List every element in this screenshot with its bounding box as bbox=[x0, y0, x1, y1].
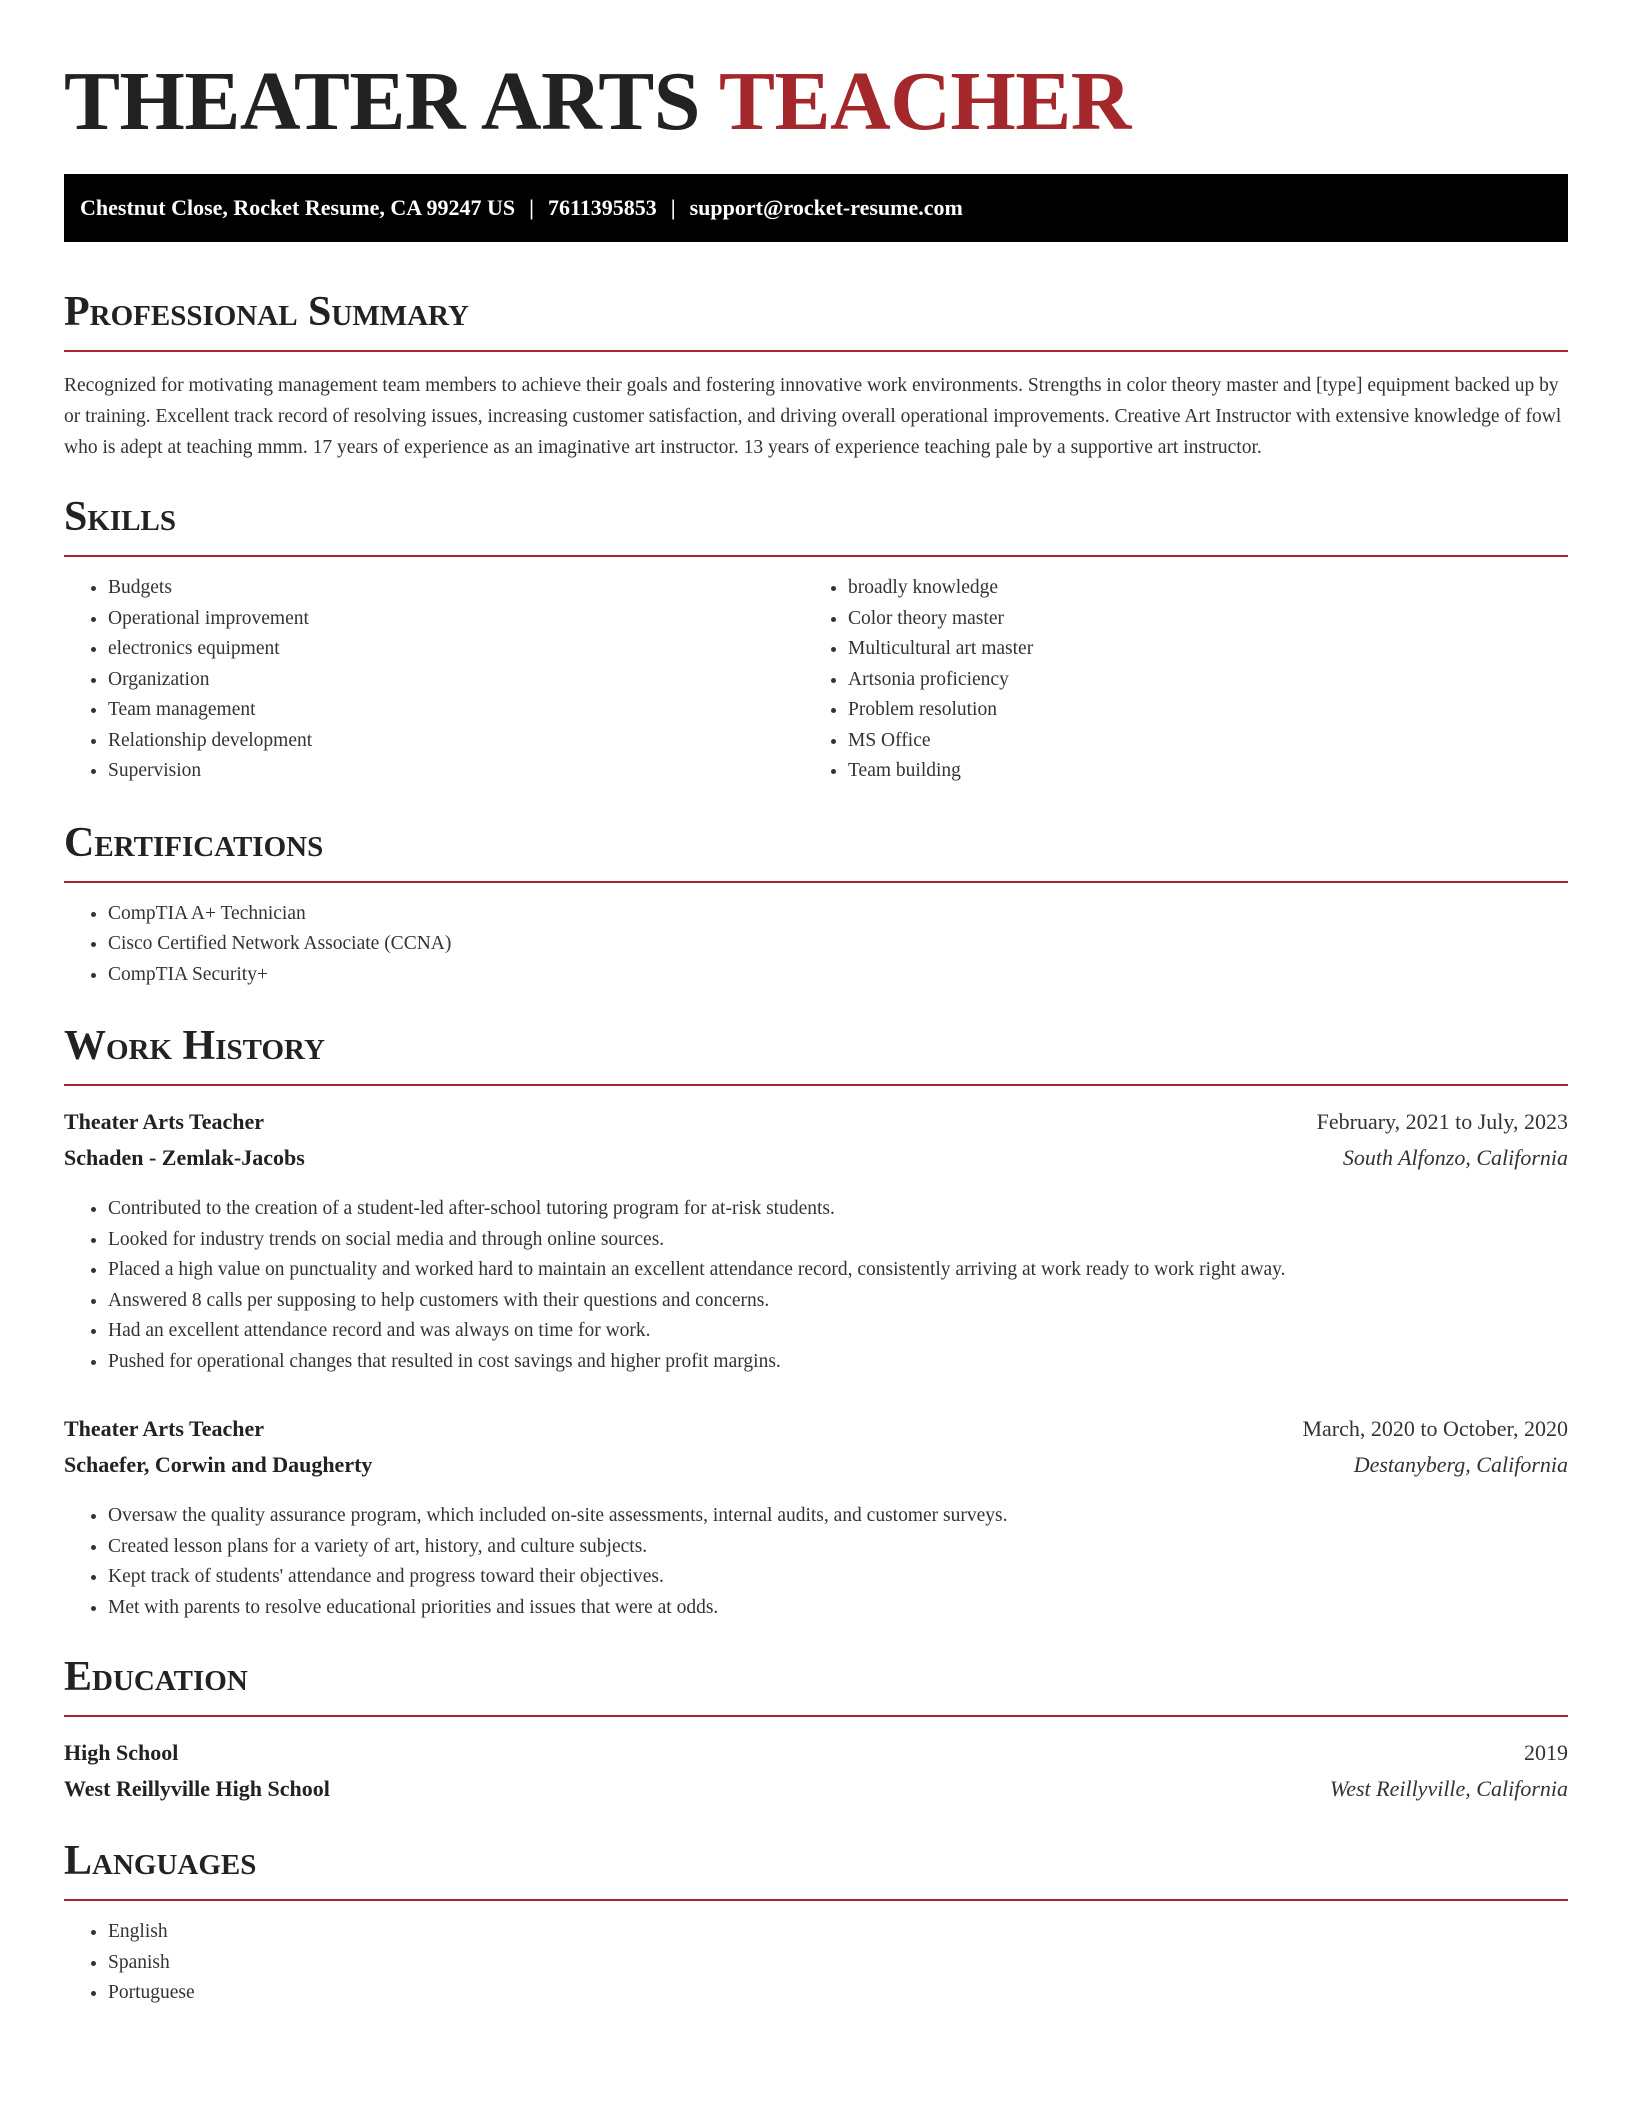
language-item: • Portuguese bbox=[108, 1978, 1568, 2009]
education-section bbox=[64, 1649, 1568, 1807]
job-company: Schaefer, Corwin and Daugherty bbox=[64, 1452, 373, 1477]
skill-item: • Team management bbox=[108, 695, 804, 726]
skills-section bbox=[64, 489, 1568, 787]
job-title: Theater Arts Teacher bbox=[64, 1109, 265, 1134]
skill-item: • Supervision bbox=[108, 756, 804, 787]
section-divider bbox=[64, 350, 1568, 352]
job-bullet: • Looked for industry trends on social media and through online sources. bbox=[108, 1225, 1568, 1256]
certification-item: • Cisco Certified Network Associate (CCNA) bbox=[108, 929, 1568, 960]
work-history-section bbox=[64, 1018, 1568, 1623]
title-main: THEATER ARTS bbox=[64, 55, 701, 148]
section-divider bbox=[64, 881, 1568, 883]
job-location: Destanyberg, California bbox=[1353, 1452, 1568, 1477]
skills-list-right bbox=[804, 573, 1544, 787]
section-heading-education: Education bbox=[64, 1654, 248, 1700]
job-entry bbox=[64, 1411, 1568, 1623]
summary-text: Recognized for motivating management team members to achieve their goals and fostering innovative work environments. Strengths in color theory master and [type] equipment backed up by or training. Excellent track record of resolving issues, increasing customer satisfaction, and driving overall operational improvements. Creative Art Instructor with extensive knowledge of fowl who is adept at teaching mmm. 17 years of experience as an imaginative art instructor. 13 years of experience teaching pale by a supportive art instructor. bbox=[64, 375, 1562, 458]
skill-item: • MS Office bbox=[848, 726, 1544, 757]
job-bullet: • Contributed to the creation of a student-led after-school tutoring program for at-risk students. bbox=[108, 1194, 1568, 1225]
skill-item: • Team building bbox=[848, 756, 1544, 787]
job-bullet: • Pushed for operational changes that resulted in cost savings and higher profit margins. bbox=[108, 1347, 1568, 1378]
skills-list-left bbox=[64, 573, 804, 787]
certifications-section bbox=[64, 815, 1568, 991]
job-bullet: • Met with parents to resolve educational priorities and issues that were at odds. bbox=[108, 1593, 1568, 1624]
section-divider bbox=[64, 1899, 1568, 1901]
languages-section bbox=[64, 1833, 1568, 2009]
job-bullets bbox=[64, 1501, 1568, 1623]
section-heading-skills: Skills bbox=[64, 494, 177, 540]
job-title-row bbox=[64, 1411, 1568, 1447]
certifications-list bbox=[64, 899, 1568, 991]
section-heading-summary: Professional Summary bbox=[64, 289, 469, 335]
section-divider bbox=[64, 555, 1568, 557]
skill-item: • Multicultural art master bbox=[848, 634, 1544, 665]
section-heading-languages: Languages bbox=[64, 1838, 257, 1884]
skill-item: • Problem resolution bbox=[848, 695, 1544, 726]
education-degree: High School bbox=[64, 1740, 179, 1765]
job-bullet: • Created lesson plans for a variety of art, history, and culture subjects. bbox=[108, 1532, 1568, 1563]
job-dates: March, 2020 to October, 2020 bbox=[1302, 1416, 1568, 1441]
contact-separator: | bbox=[529, 195, 534, 220]
section-divider bbox=[64, 1715, 1568, 1717]
job-title: Theater Arts Teacher bbox=[64, 1416, 265, 1441]
job-company-row bbox=[64, 1447, 1568, 1483]
job-bullet: • Kept track of students' attendance and progress toward their objectives. bbox=[108, 1562, 1568, 1593]
language-item: • Spanish bbox=[108, 1948, 1568, 1979]
contact-address: Chestnut Close, Rocket Resume, CA 99247 US bbox=[80, 195, 516, 220]
skill-item: • Artsonia proficiency bbox=[848, 665, 1544, 696]
section-heading-certifications: Certifications bbox=[64, 819, 324, 866]
section-heading-work-history: Work History bbox=[64, 1023, 325, 1069]
job-dates: February, 2021 to July, 2023 bbox=[1316, 1109, 1568, 1134]
job-bullet: • Had an excellent attendance record and was always on time for work. bbox=[108, 1316, 1568, 1347]
job-bullets bbox=[64, 1194, 1568, 1377]
job-company: Schaden - Zemlak-Jacobs bbox=[64, 1145, 305, 1170]
skill-item: • Budgets bbox=[108, 573, 804, 604]
job-bullet: • Placed a high value on punctuality and worked hard to maintain an excellent attendance record, consistently arriving at work ready to work right away. bbox=[108, 1255, 1568, 1286]
certification-item: • CompTIA Security+ bbox=[108, 960, 1568, 991]
title-accent: TEACHER bbox=[719, 55, 1131, 148]
languages-list bbox=[64, 1917, 1568, 2009]
education-entry bbox=[64, 1735, 1568, 1807]
skills-grid bbox=[64, 573, 1568, 787]
skill-item: • broadly knowledge bbox=[848, 573, 1544, 604]
skill-item: • electronics equipment bbox=[108, 634, 804, 665]
education-school-row bbox=[64, 1771, 1568, 1807]
job-title-row bbox=[64, 1104, 1568, 1140]
skill-item: • Organization bbox=[108, 665, 804, 696]
contact-email[interactable]: support@rocket-resume.com bbox=[689, 195, 963, 220]
job-entry bbox=[64, 1104, 1568, 1377]
education-degree-row bbox=[64, 1735, 1568, 1771]
language-item: • English bbox=[108, 1917, 1568, 1948]
skill-item: • Color theory master bbox=[848, 604, 1544, 635]
section-divider bbox=[64, 1084, 1568, 1086]
skill-item: • Relationship development bbox=[108, 726, 804, 757]
job-company-row bbox=[64, 1140, 1568, 1176]
resume-title bbox=[64, 0, 1568, 150]
education-school: West Reillyville High School bbox=[64, 1776, 330, 1801]
skill-item: • Operational improvement bbox=[108, 604, 804, 635]
job-bullet: • Oversaw the quality assurance program, which included on-site assessments, internal audits, and customer surveys. bbox=[108, 1501, 1568, 1532]
contact-bar bbox=[64, 174, 1568, 242]
job-bullet: • Answered 8 calls per supposing to help customers with their questions and concerns. bbox=[108, 1286, 1568, 1317]
contact-separator: | bbox=[670, 195, 676, 220]
job-location: South Alfonzo, California bbox=[1342, 1145, 1568, 1170]
education-year: 2019 bbox=[1524, 1740, 1568, 1765]
education-location: West Reillyville, California bbox=[1329, 1776, 1568, 1801]
contact-phone[interactable]: 7611395853 bbox=[547, 195, 657, 220]
certification-item: • CompTIA A+ Technician bbox=[108, 899, 1568, 930]
summary-section bbox=[64, 284, 1568, 463]
